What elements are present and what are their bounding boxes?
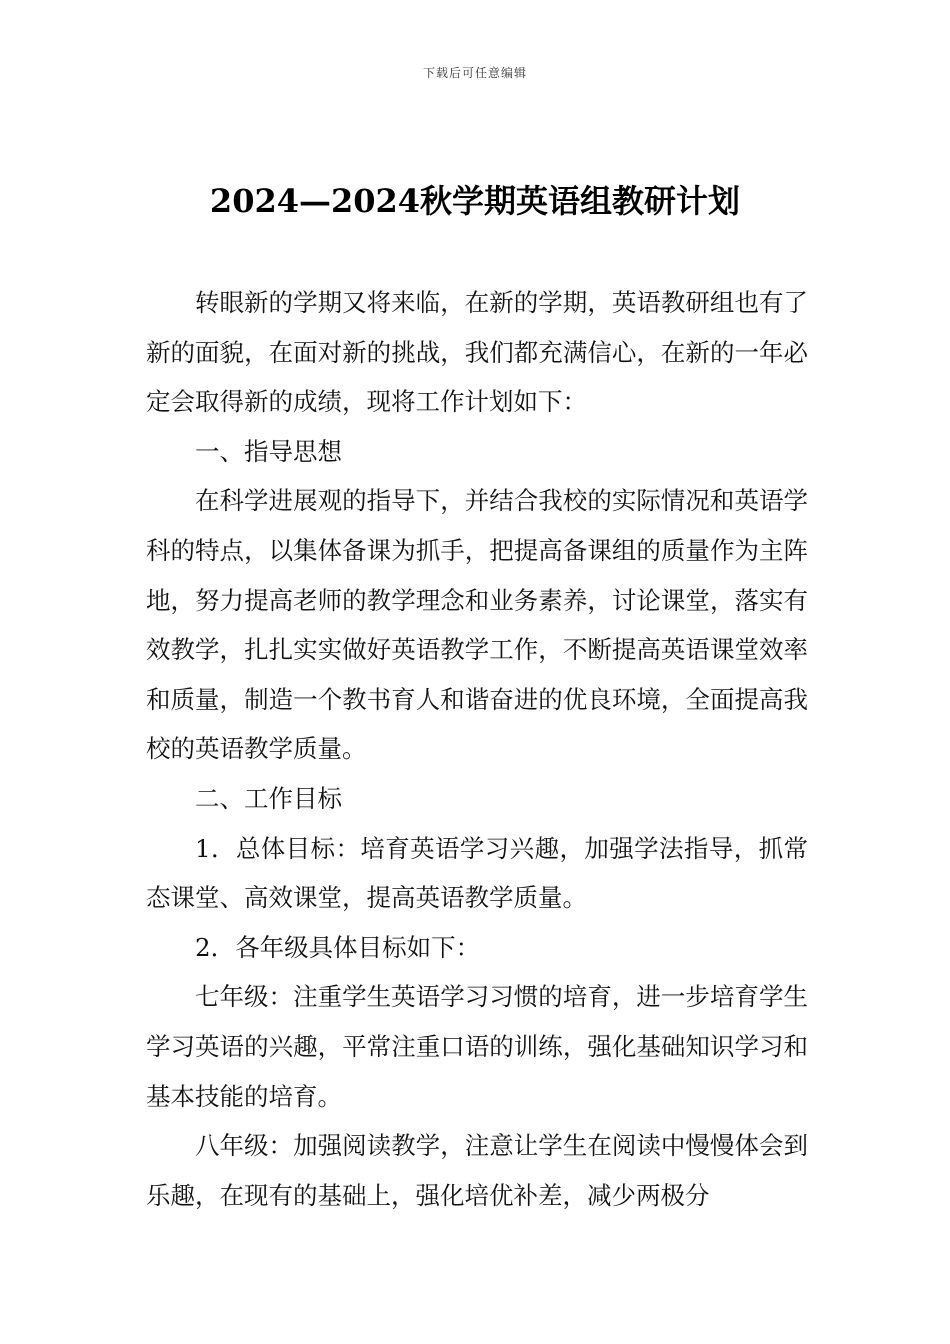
document-title: 2024—2024秋学期英语组教研计划: [209, 182, 741, 220]
paragraph-guiding-thought: 在科学进展观的指导下，并结合我校的实际情况和英语学科的特点，以集体备课为抓手，把提高备课组的质量作为主阵地，努力提高老师的教学理念和业务素养，讨论课堂，落实有效教学，扎扎实实做好英语教学工作，不断提高英语课堂效率和质量，制造一个教书育人和谐奋进的优良环境，全面提高我校的英语教学质量。: [146, 486, 808, 764]
paragraph-intro: 转眼新的学期又将来临，在新的学期，英语教研组也有了新的面貌，在面对新的挑战，我们都充满信心，在新的一年必定会取得新的成绩，现将工作计划如下：: [146, 288, 808, 417]
section-heading-work-goals: 二、工作目标: [195, 783, 342, 813]
page-header-note: 下载后可任意编辑: [422, 66, 527, 80]
paragraph-grade-goals-intro: 2．各年级具体目标如下：: [195, 932, 481, 962]
document-body: [146, 278, 808, 1220]
paragraph-overall-goal: 1．总体目标：培育英语学习兴趣，加强学法指导，抓常态课堂、高效课堂，提高英语教学质量。: [146, 833, 808, 913]
paragraph-grade-seven: 七年级：注重学生英语学习习惯的培育，进一步培育学生学习英语的兴趣，平常注重口语的训练，强化基础知识学习和基本技能的培育。: [146, 982, 808, 1111]
paragraph-grade-eight: 八年级：加强阅读教学，注意让学生在阅读中慢慢体会到乐趣，在现有的基础上，强化培优补差，减少两极分: [146, 1131, 808, 1210]
section-heading-guiding-thought: 一、指导思想: [195, 436, 342, 466]
